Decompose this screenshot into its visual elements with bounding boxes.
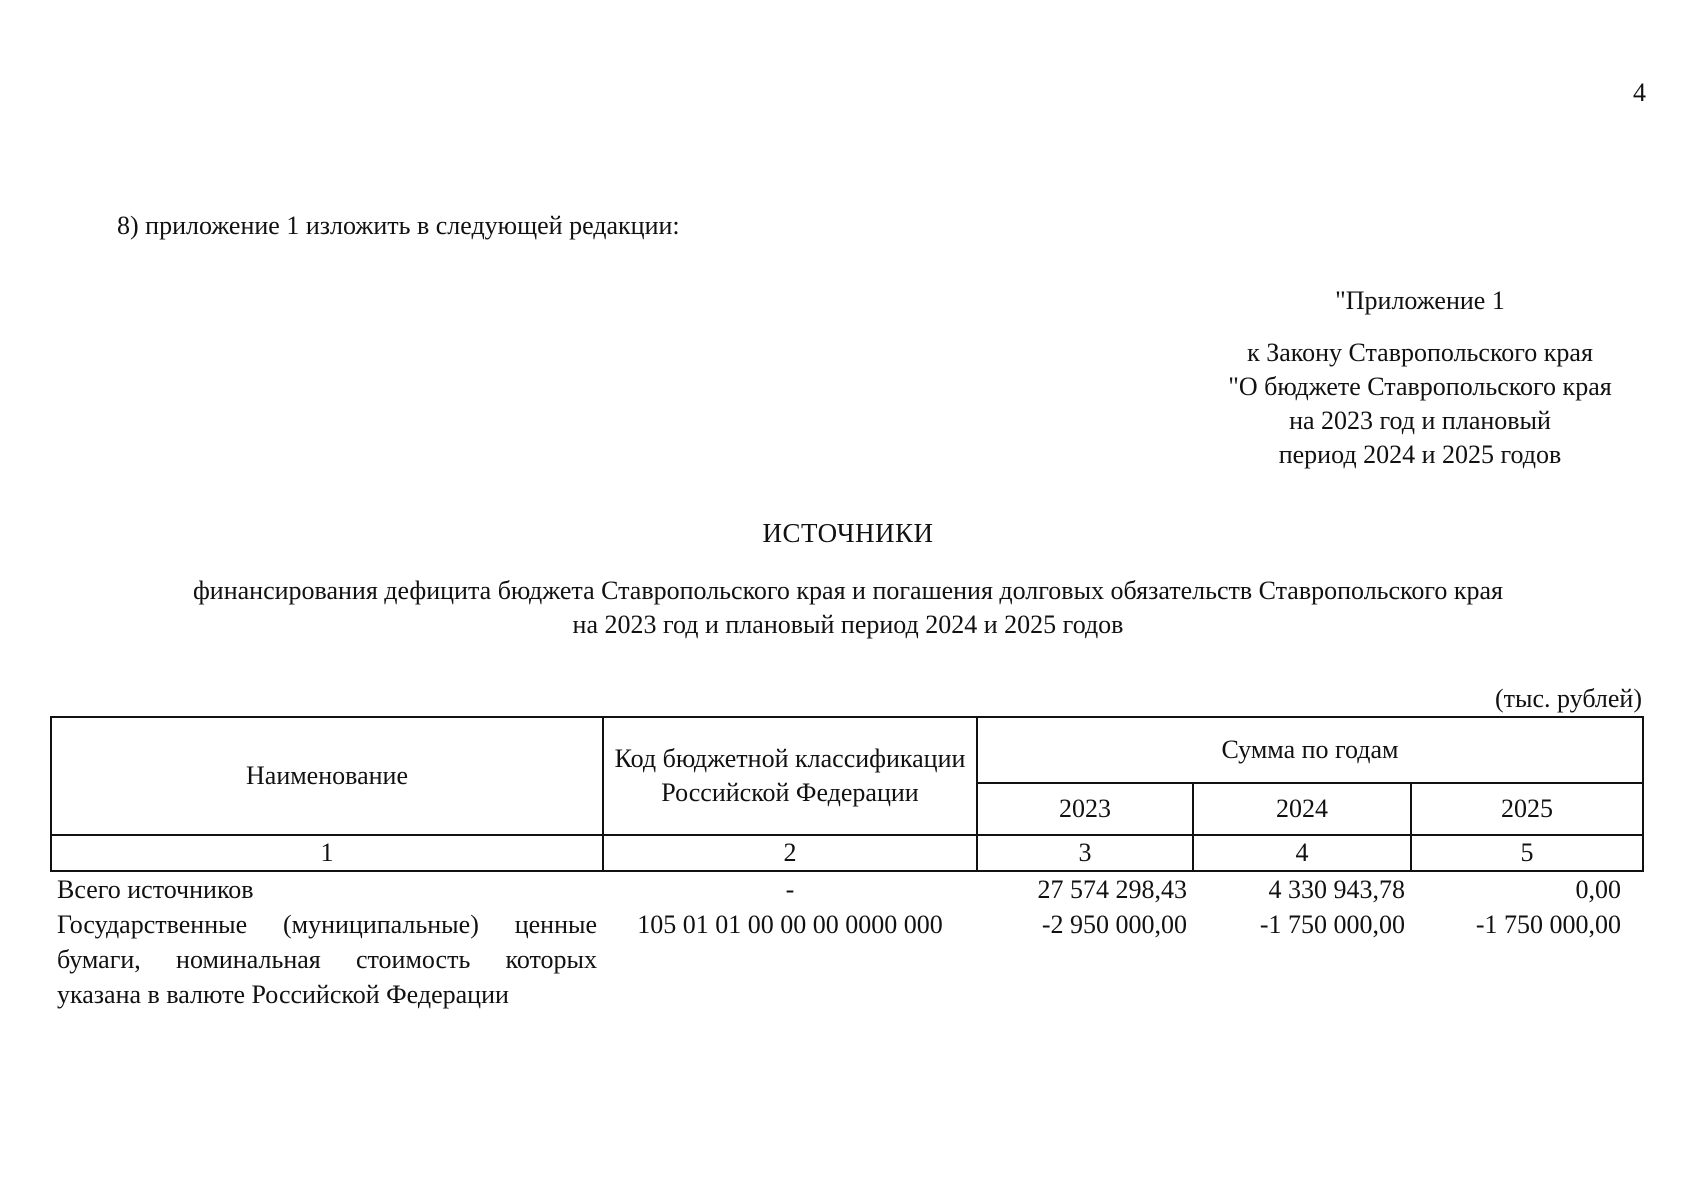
row-name: Государственные (муниципальные) ценные бумаги, номинальная стоимость которых указана в валюте Российской Федерации bbox=[57, 910, 597, 1009]
page-number: 4 bbox=[1633, 78, 1646, 107]
column-number: 1 bbox=[51, 835, 603, 871]
subtitle-line: на 2023 год и плановый период 2024 и 2025 годов bbox=[572, 610, 1124, 639]
financing-sources-table bbox=[50, 716, 1644, 1012]
column-number: 5 bbox=[1411, 835, 1643, 871]
column-number: 2 bbox=[603, 835, 977, 871]
header-sum-by-years: Сумма по годам bbox=[977, 717, 1643, 783]
appendix-line: "О бюджете Ставропольского края bbox=[1228, 372, 1612, 401]
row-value-2023: -2 950 000,00 bbox=[1041, 910, 1187, 939]
appendix-line: на 2023 год и плановый bbox=[1289, 406, 1551, 435]
document-title: ИСТОЧНИКИ bbox=[762, 518, 934, 548]
row-name: Всего источников bbox=[57, 875, 254, 904]
appendix-title: "Приложение 1 bbox=[1335, 286, 1505, 315]
amendment-intro: 8) приложение 1 изложить в следующей редакции: bbox=[117, 211, 680, 240]
row-value-2024: 4 330 943,78 bbox=[1268, 875, 1405, 904]
row-value-2025: -1 750 000,00 bbox=[1475, 910, 1622, 939]
table-row bbox=[51, 871, 1643, 907]
row-code: - bbox=[785, 875, 795, 904]
appendix-line: к Закону Ставропольского края bbox=[1247, 338, 1593, 367]
appendix-line: период 2024 и 2025 годов bbox=[1278, 440, 1562, 469]
appendix-reference bbox=[1190, 336, 1650, 472]
subtitle-line: финансирования дефицита бюджета Ставропольского края и погашения долговых обязательств Ставропольского края bbox=[192, 576, 1504, 605]
header-year-2024: 2024 bbox=[1193, 783, 1411, 835]
column-number: 4 bbox=[1193, 835, 1411, 871]
units-label: (тыс. рублей) bbox=[1494, 684, 1642, 713]
header-name: Наименование bbox=[51, 717, 603, 835]
header-code: Код бюджетной классификации Российской Федерации bbox=[603, 717, 977, 835]
row-value-2025: 0,00 bbox=[1575, 875, 1622, 904]
row-value-2023: 27 574 298,43 bbox=[1037, 875, 1187, 904]
header-year-2023: 2023 bbox=[977, 783, 1193, 835]
row-code: 105 01 01 00 00 00 0000 000 bbox=[637, 910, 943, 939]
document-subtitle bbox=[0, 574, 1696, 642]
row-value-2024: -1 750 000,00 bbox=[1259, 910, 1405, 939]
column-number: 3 bbox=[977, 835, 1193, 871]
header-year-2025: 2025 bbox=[1411, 783, 1643, 835]
table-row bbox=[51, 907, 1643, 1012]
